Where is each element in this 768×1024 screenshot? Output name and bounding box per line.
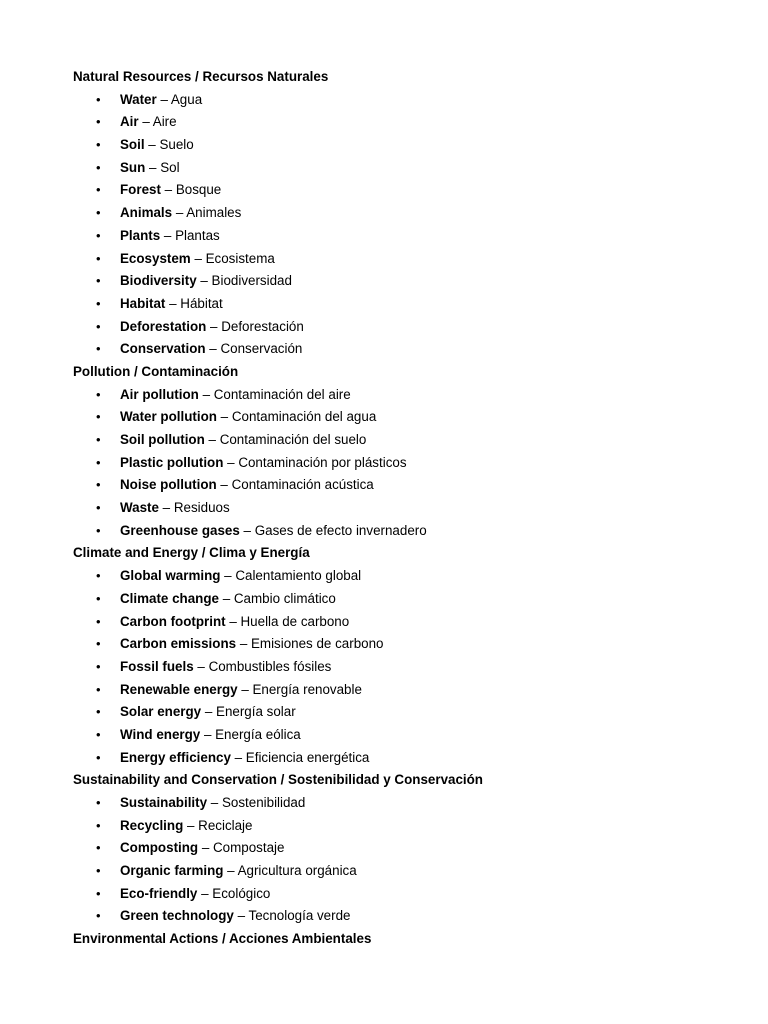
- term-separator: –: [223, 454, 239, 470]
- bullet-icon: •: [96, 159, 101, 175]
- list-item: [73, 89, 733, 112]
- spanish-translation: Reciclaje: [198, 817, 253, 833]
- bullet-icon: •: [96, 795, 101, 810]
- english-term: Solar energy: [120, 704, 202, 720]
- spanish-translation: Sostenibilidad: [221, 795, 306, 810]
- spanish-translation: Calentamiento global: [235, 568, 362, 584]
- list-item: [73, 316, 733, 339]
- english-term: Ecosystem: [120, 250, 191, 266]
- term-separator: –: [237, 681, 253, 697]
- english-term: Organic farming: [120, 863, 224, 879]
- term-separator: –: [172, 205, 187, 221]
- list-item: [73, 633, 733, 656]
- term-separator: –: [200, 726, 216, 742]
- bullet-icon: •: [96, 658, 101, 674]
- list-item: [73, 497, 733, 520]
- english-term: Habitat: [120, 295, 166, 311]
- spanish-translation: Compostaje: [213, 840, 285, 856]
- spanish-translation: Ecosistema: [205, 250, 275, 266]
- term-separator: –: [233, 908, 249, 924]
- english-term: Energy efficiency: [120, 749, 231, 765]
- bullet-icon: •: [96, 91, 101, 107]
- spanish-translation: Agricultura orgánica: [237, 863, 357, 879]
- list-item: [73, 656, 733, 679]
- list-item: [73, 860, 733, 883]
- bullet-icon: •: [96, 295, 101, 311]
- english-term: Carbon emissions: [120, 636, 237, 652]
- bullet-icon: •: [96, 726, 101, 742]
- section-heading: Climate and Energy / Clima y Energía: [73, 545, 310, 561]
- english-term: Climate change: [120, 590, 219, 606]
- english-term: Air pollution: [120, 386, 199, 402]
- bullet-icon: •: [96, 182, 101, 198]
- term-separator: –: [158, 500, 174, 516]
- english-term: Plants: [120, 227, 161, 243]
- english-term: Recycling: [120, 817, 184, 833]
- list-item: [73, 134, 733, 157]
- section-heading: Natural Resources / Recursos Naturales: [73, 69, 329, 84]
- list-item: [73, 429, 733, 452]
- spanish-translation: Agua: [170, 91, 203, 107]
- spanish-translation: Sol: [160, 159, 180, 175]
- term-separator: –: [165, 295, 181, 311]
- spanish-translation: Eficiencia energética: [245, 749, 370, 765]
- document-page: [73, 66, 733, 951]
- spanish-translation: Deforestación: [221, 318, 304, 334]
- spanish-translation: Animales: [186, 205, 242, 221]
- spanish-translation: Contaminación acústica: [231, 477, 374, 493]
- vocabulary-section: [73, 928, 733, 951]
- english-term: Forest: [120, 182, 161, 198]
- spanish-translation: Plantas: [175, 227, 220, 243]
- english-term: Renewable energy: [120, 681, 238, 697]
- bullet-icon: •: [96, 477, 101, 493]
- english-term: Biodiversity: [120, 273, 197, 289]
- vocabulary-list: [73, 565, 733, 769]
- bullet-icon: •: [96, 318, 101, 334]
- bullet-icon: •: [96, 273, 101, 289]
- bullet-icon: •: [96, 908, 101, 924]
- term-separator: –: [144, 137, 160, 153]
- bullet-icon: •: [96, 386, 101, 402]
- bullet-icon: •: [96, 409, 101, 425]
- bullet-icon: •: [96, 454, 101, 470]
- bullet-icon: •: [96, 817, 101, 833]
- spanish-translation: Gases de efecto invernadero: [254, 522, 427, 538]
- spanish-translation: Suelo: [159, 137, 194, 153]
- english-term: Conservation: [120, 341, 206, 357]
- vocabulary-list: [73, 792, 733, 928]
- english-term: Noise pollution: [120, 477, 217, 493]
- list-item: [73, 111, 733, 134]
- list-item: [73, 225, 733, 248]
- term-separator: –: [193, 658, 209, 674]
- vocabulary-section: [73, 769, 733, 928]
- spanish-translation: Conservación: [220, 341, 303, 357]
- section-heading: Sustainability and Conservation / Sostenibilidad y Conservación: [73, 772, 483, 788]
- list-item: [73, 905, 733, 928]
- list-item: [73, 747, 733, 770]
- spanish-translation: Contaminación del agua: [231, 409, 377, 425]
- vocabulary-section: [73, 361, 733, 543]
- english-term: Soil pollution: [120, 432, 205, 447]
- english-term: Wind energy: [120, 726, 201, 742]
- english-term: Water pollution: [120, 409, 217, 425]
- english-term: Animals: [120, 205, 173, 221]
- spanish-translation: Emisiones de carbono: [250, 636, 384, 652]
- bullet-icon: •: [96, 137, 101, 153]
- term-separator: –: [145, 159, 161, 175]
- bullet-icon: •: [96, 432, 101, 447]
- spanish-translation: Ecológico: [212, 885, 271, 901]
- english-term: Soil: [120, 137, 145, 153]
- spanish-translation: Contaminación del suelo: [219, 432, 367, 447]
- list-item: [73, 883, 733, 906]
- bullet-icon: •: [96, 250, 101, 266]
- list-item: [73, 270, 733, 293]
- list-item: [73, 792, 733, 815]
- spanish-translation: Huella de carbono: [240, 613, 350, 629]
- bullet-icon: •: [96, 840, 101, 856]
- section-heading: Environmental Actions / Acciones Ambientales: [73, 931, 372, 947]
- term-separator: –: [206, 318, 222, 334]
- list-item: [73, 202, 733, 225]
- list-item: [73, 701, 733, 724]
- spanish-translation: Biodiversidad: [211, 273, 292, 289]
- term-separator: –: [220, 568, 236, 584]
- list-item: [73, 157, 733, 180]
- bullet-icon: •: [96, 114, 101, 130]
- term-separator: –: [190, 250, 206, 266]
- spanish-translation: Tecnología verde: [248, 908, 351, 924]
- term-separator: –: [205, 341, 221, 357]
- bullet-icon: •: [96, 613, 101, 629]
- list-item: [73, 611, 733, 634]
- english-term: Fossil fuels: [120, 658, 194, 674]
- english-term: Air: [120, 114, 139, 130]
- list-item: [73, 724, 733, 747]
- spanish-translation: Energía eólica: [215, 726, 301, 742]
- vocabulary-list: [73, 89, 733, 361]
- spanish-translation: Bosque: [175, 182, 222, 198]
- term-separator: –: [218, 590, 234, 606]
- bullet-icon: •: [96, 568, 101, 584]
- term-separator: –: [183, 817, 199, 833]
- bullet-icon: •: [96, 749, 101, 765]
- english-term: Waste: [120, 500, 159, 516]
- english-term: Sustainability: [120, 795, 208, 810]
- list-item: [73, 565, 733, 588]
- list-item: [73, 452, 733, 475]
- term-separator: –: [197, 885, 213, 901]
- bullet-icon: •: [96, 205, 101, 221]
- english-term: Plastic pollution: [120, 454, 224, 470]
- list-item: [73, 520, 733, 543]
- list-item: [73, 588, 733, 611]
- term-separator: –: [239, 522, 255, 538]
- bullet-icon: •: [96, 590, 101, 606]
- english-term: Sun: [120, 159, 146, 175]
- vocabulary-section: [73, 66, 733, 361]
- list-item: [73, 837, 733, 860]
- term-separator: –: [160, 227, 176, 243]
- vocabulary-section: [73, 542, 733, 769]
- spanish-translation: Contaminación del aire: [213, 386, 351, 402]
- english-term: Greenhouse gases: [120, 522, 240, 538]
- bullet-icon: •: [96, 500, 101, 516]
- term-separator: –: [223, 863, 238, 879]
- term-separator: –: [138, 114, 153, 130]
- bullet-icon: •: [96, 522, 101, 538]
- spanish-translation: Contaminación por plásticos: [238, 454, 407, 470]
- spanish-translation: Combustibles fósiles: [208, 658, 332, 674]
- english-term: Composting: [120, 840, 199, 856]
- list-item: [73, 384, 733, 407]
- bullet-icon: •: [96, 341, 101, 357]
- section-heading: Pollution / Contaminación: [73, 363, 239, 379]
- list-item: [73, 406, 733, 429]
- list-item: [73, 679, 733, 702]
- bullet-icon: •: [96, 636, 101, 652]
- list-item: [73, 293, 733, 316]
- term-separator: –: [196, 273, 212, 289]
- term-separator: –: [216, 409, 232, 425]
- spanish-translation: Hábitat: [180, 295, 223, 311]
- bullet-icon: •: [96, 704, 101, 720]
- list-item: [73, 815, 733, 838]
- english-term: Water: [120, 91, 157, 107]
- term-separator: –: [198, 386, 214, 402]
- term-separator: –: [198, 840, 213, 856]
- english-term: Deforestation: [120, 318, 207, 334]
- term-separator: –: [207, 795, 222, 810]
- english-term: Green technology: [120, 908, 234, 924]
- vocabulary-list: [73, 384, 733, 543]
- term-separator: –: [216, 477, 232, 493]
- term-separator: –: [156, 91, 171, 107]
- term-separator: –: [204, 432, 220, 447]
- term-separator: –: [201, 704, 217, 720]
- bullet-icon: •: [96, 885, 101, 901]
- list-item: [73, 179, 733, 202]
- term-separator: –: [225, 613, 241, 629]
- spanish-translation: Energía renovable: [252, 681, 362, 697]
- spanish-translation: Cambio climático: [233, 590, 336, 606]
- english-term: Global warming: [120, 568, 221, 584]
- bullet-icon: •: [96, 863, 101, 879]
- spanish-translation: Energía solar: [216, 704, 296, 720]
- term-separator: –: [236, 636, 251, 652]
- list-item: [73, 248, 733, 271]
- term-separator: –: [160, 182, 176, 198]
- term-separator: –: [230, 749, 246, 765]
- spanish-translation: Residuos: [173, 500, 230, 516]
- bullet-icon: •: [96, 227, 101, 243]
- bullet-icon: •: [96, 681, 101, 697]
- list-item: [73, 338, 733, 361]
- spanish-translation: Aire: [152, 114, 177, 130]
- english-term: Carbon footprint: [120, 613, 226, 629]
- list-item: [73, 474, 733, 497]
- english-term: Eco-friendly: [120, 885, 198, 901]
